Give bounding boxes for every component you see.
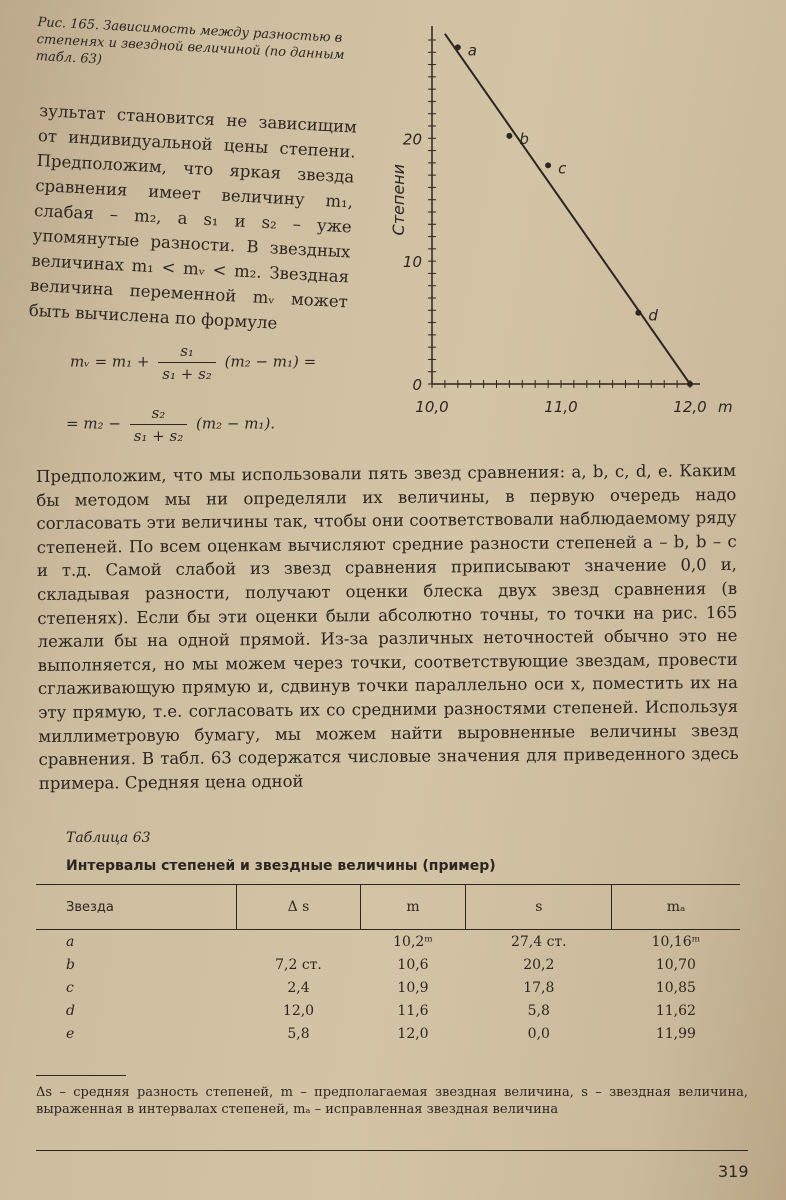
cell: 11,6 bbox=[397, 1002, 429, 1019]
y-tick-label: 20 bbox=[402, 130, 422, 149]
y-tick-label: 10 bbox=[402, 253, 422, 272]
figure-caption: Рис. 165. Зависимость между разностью в степенях и звездной величиной (по данным табл. 63) bbox=[35, 14, 345, 68]
cell: e bbox=[66, 1025, 75, 1042]
formula-right-2: (m₂ − m₁). bbox=[196, 414, 276, 433]
table-row bbox=[36, 999, 740, 1022]
cell: 12,0 bbox=[282, 1002, 315, 1019]
data-point-b bbox=[506, 133, 512, 139]
main-paragraph bbox=[36, 459, 739, 795]
data-point-c bbox=[545, 162, 551, 168]
cell: 17,8 bbox=[523, 979, 555, 996]
cell: 11,99 bbox=[655, 1025, 696, 1042]
cell: 10,6 bbox=[397, 956, 429, 973]
page-bottom-rule bbox=[36, 1150, 748, 1151]
y-tick-label: 0 bbox=[412, 376, 422, 394]
table-subtitle: Интервалы степеней и звездные величины (пример) bbox=[66, 858, 496, 874]
data-point-d bbox=[635, 310, 641, 316]
cell: d bbox=[66, 1002, 75, 1019]
cell: c bbox=[66, 979, 74, 996]
data-table bbox=[36, 884, 740, 1045]
x-tick-label: 12,0 bbox=[673, 398, 707, 416]
formula-fraction-2 bbox=[130, 404, 188, 445]
cell: 10,85 bbox=[655, 979, 696, 996]
footnote-divider bbox=[36, 1075, 126, 1076]
cell: a bbox=[66, 933, 75, 950]
cell: 10,2ᵐ bbox=[393, 933, 433, 950]
cell: 27,4 ст. bbox=[510, 933, 567, 950]
cell: 5,8 bbox=[287, 1025, 310, 1042]
formula-left: mᵥ = m₁ + bbox=[70, 352, 150, 371]
fraction-denominator: s₁ + s₂ bbox=[162, 365, 212, 383]
fraction-numerator: s₁ bbox=[158, 342, 216, 363]
x-axis-label: m bbox=[718, 398, 733, 416]
table-row bbox=[36, 1022, 740, 1045]
formula-line-1 bbox=[70, 342, 316, 383]
cell: 11,62 bbox=[655, 1002, 696, 1019]
cell: 10,16ᵐ bbox=[651, 933, 701, 950]
table-63 bbox=[36, 884, 740, 1045]
figure-165-chart bbox=[370, 20, 740, 430]
cell: 5,8 bbox=[527, 1002, 550, 1019]
formula-left-2: = m₂ − bbox=[66, 414, 121, 433]
x-tick-label: 10,0 bbox=[415, 398, 449, 416]
header-ma: mₐ bbox=[612, 885, 740, 930]
header-delta-s: Δ s bbox=[237, 885, 360, 930]
table-header-row bbox=[36, 885, 740, 930]
point-label-d: d bbox=[648, 306, 658, 325]
cell: 2,4 bbox=[287, 979, 310, 996]
cell: b bbox=[66, 956, 75, 973]
table-row bbox=[36, 930, 740, 954]
table-row bbox=[36, 976, 740, 999]
cell: 12,0 bbox=[397, 1025, 429, 1042]
data-point-e bbox=[687, 381, 693, 387]
page-number: 319 bbox=[718, 1162, 749, 1181]
formula-line-2 bbox=[66, 404, 275, 445]
formula-right: (m₂ − m₁) = bbox=[224, 352, 317, 371]
fraction-numerator-2: s₂ bbox=[130, 404, 188, 425]
cell bbox=[237, 930, 360, 954]
table-row bbox=[36, 953, 740, 976]
cell: 7,2 ст. bbox=[275, 956, 322, 973]
header-star: Звезда bbox=[36, 885, 237, 930]
cell: 10,9 bbox=[397, 979, 429, 996]
intro-paragraph: зультат становится не зависищим от индивидуальной цены степени. Предположим, что яркая звезда сравнения имеет величину m₁, слабая – m₂, а s₁ и s₂ – уже упомянутые разности. В звездных величинах m₁ < mᵥ < m₂. Звездная величина переменной mᵥ может быть вычислена по формуле bbox=[28, 100, 358, 333]
main-paragraph-text: Предположим, что мы использовали пять звезд сравнения: a, b, c, d, e. Каким бы методом мы ни определяли их величины, в первую очередь надо согласовать эти величины так, чтобы они соответствовали наблюдаемому ряду степеней. По всем оценкам вычисляют средние разности степеней a – b, b – c и т.д. Самой слабой из звезд сравнения приписывают значение 0,0 и, складывая разности, получают оценки блеска двух звезд сравнения (в степенях). Если бы эти оценки были абсолютно точны, то точки на рис. 165 лежали бы на одной прямой. Из-за различных неточностей обычно это не выполняется, но мы можем через точки, соответствующие звездам, провести сглаживающую прямую и, сдвинув точки параллельно оси x, поместить их на эту прямую, т.е. согласовать их со средними разностями степеней. Используя миллиметровую бумагу, мы можем найти выровненные величины звезд сравнения. В табл. 63 содержатся числовые значения для приведенного здесь примера. Средняя цена одной bbox=[36, 460, 739, 793]
fraction-denominator-2: s₁ + s₂ bbox=[133, 427, 184, 445]
table-title: Таблица 63 bbox=[66, 830, 151, 846]
formula-fraction bbox=[158, 342, 216, 383]
header-m: m bbox=[360, 885, 466, 930]
cell: 0,0 bbox=[527, 1025, 550, 1042]
point-label-b: b bbox=[519, 129, 529, 148]
x-tick-label: 11,0 bbox=[544, 398, 578, 416]
fit-line bbox=[445, 34, 690, 384]
cell: 10,70 bbox=[655, 956, 696, 973]
cell: 20,2 bbox=[523, 956, 555, 973]
data-point-a bbox=[455, 44, 461, 50]
point-label-a: a bbox=[467, 41, 478, 60]
header-s: s bbox=[466, 885, 612, 930]
y-axis-label: Степени bbox=[389, 163, 408, 236]
table-footnote: Δs – средняя разность степеней, m – предполагаемая звездная величина, s – звездная величина, выраженная в интервалах степеней, mₐ – исправленная звездная величина bbox=[36, 1085, 748, 1117]
point-label-c: c bbox=[558, 159, 567, 178]
